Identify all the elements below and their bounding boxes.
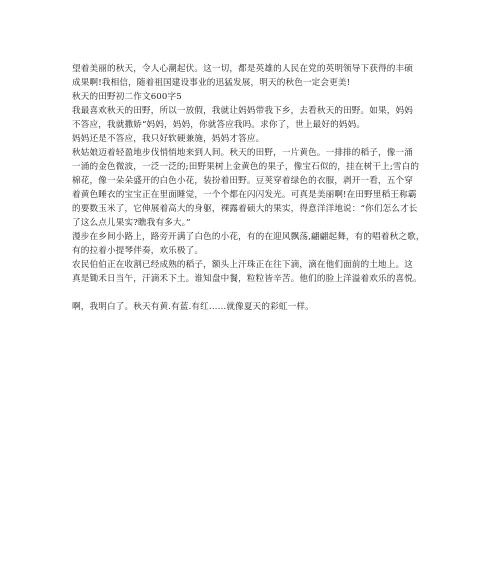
text-line: 啊，我明白了。秋天有黄.有蓝.有红……就像夏天的彩虹一样。 xyxy=(72,302,314,312)
text-line: 了这么点儿果实?瞧我有多大。” xyxy=(72,218,191,228)
text-line: 不答应，我就撒娇“妈妈，妈妈，你就答应我吗。求你了，世上最好的妈妈。 xyxy=(72,120,366,130)
document-body xyxy=(72,62,442,314)
text-line: 我最喜欢秋天的田野，所以一放假，我就让妈妈带我下乡，去看秋天的田野。如果，妈妈 xyxy=(72,106,414,116)
text-line: 的要数玉米了，它伸展着高大的身躯，裸露着硕大的果实，得意洋洋地说：“你们怎么才长 xyxy=(72,204,418,214)
text-line: 妈妈还是不答应，我只好软硬兼施，妈妈才答应。 xyxy=(72,134,265,144)
section-title: 秋天的田野初二作文600字5 xyxy=(72,92,182,102)
text-line: 漫步在乡间小路上，路旁开满了白色的小花，有的在迎风飘荡,翩翩起舞，有的唱着秋之歌， xyxy=(72,232,425,242)
text-line: 真是锄禾日当午，汗滴禾下土。谁知盘中餐，粒粒皆辛苦。他们的脸上洋溢着欢乐的喜悦。 xyxy=(72,274,422,284)
text-line: 着黄色睡衣的宝宝正在里面睡觉，一个个都在闪闪发光。可真是美丽啊!在田野里稻王称霸 xyxy=(72,190,417,200)
text-line: 有的拉着小提琴伴奏，欢乐极了。 xyxy=(72,246,204,256)
text-line: 一涌的金色微波，一泛一泛的;田野果树上金黄色的果子，像宝石似的，挂在树干上;雪白的 xyxy=(72,162,420,172)
text-line: 农民伯伯正在收割已经成熟的稻子，额头上汗珠正在往下滴，滴在他们面前的土地上。这 xyxy=(72,260,414,270)
text-line: 成果啊!我相信，随着祖国建设事业的迅猛发展，明天的秋色一定会更美! xyxy=(72,78,351,88)
paragraph-gap xyxy=(72,286,442,300)
text-line: 望着美丽的秋天，令人心潮起伏。这一切，都是英雄的人民在党的英明领导下获得的丰硕 xyxy=(72,64,414,74)
text-line: 秋姑娘迈着轻盈地步伐悄悄地来到人间。秋天的田野，一片黄色。一排排的稻子，像一涌 xyxy=(72,148,414,158)
text-line: 棉花，像一朵朵盛开的白色小花，装扮着田野。豆荚穿着绿色的衣服，剥开一看，五个穿 xyxy=(72,176,414,186)
